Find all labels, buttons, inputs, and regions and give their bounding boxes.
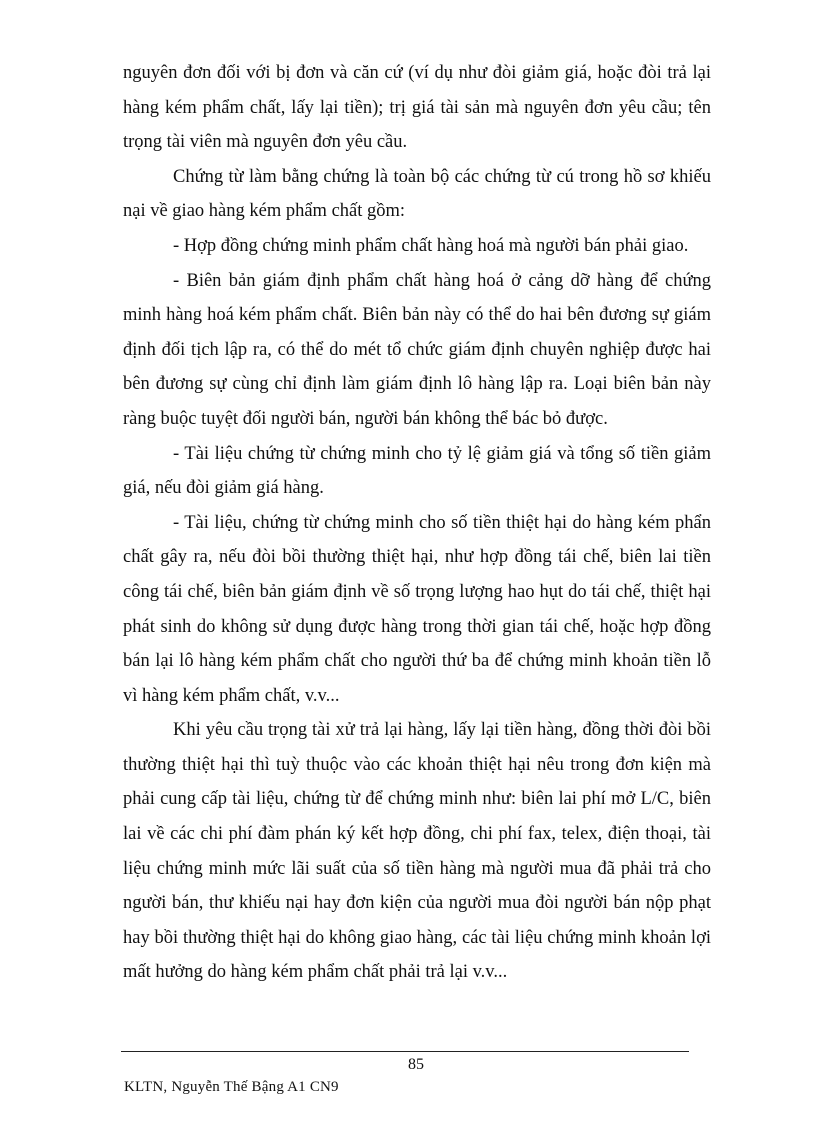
paragraph-5: - Tài liệu chứng từ chứng minh cho tỷ lệ giảm giá và tổng số tiền giảm giá, nếu đòi giảm giá hàng. [123, 443, 711, 499]
footer-note: KLTN, Nguyễn Thế Bậng A1 CN9 [124, 1079, 339, 1095]
footer-divider [121, 1051, 689, 1052]
body-text [123, 56, 711, 990]
paragraph-3: - Hợp đồng chứng minh phẩm chất hàng hoá mà người bán phải giao. [173, 235, 689, 256]
paragraph-1: nguyên đơn đối với bị đơn và căn cứ (ví dụ như đòi giảm giá, hoặc đòi trả lại hàng kém phẩm chất, lấy lại tiền); trị giá tài sản mà nguyên đơn yêu cầu; tên trọng tài viên mà nguyên đơn yêu cầu. [123, 63, 711, 153]
paragraph-2: Chứng từ làm bằng chứng là toàn bộ các chứng từ cú trong hồ sơ khiếu nại về giao hàng kém phẩm chất gồm: [123, 166, 711, 222]
paragraph-4: - Biên bản giám định phẩm chất hàng hoá ở cảng dỡ hàng để chứng minh hàng hoá kém phẩm chất. Biên bản này có thể do hai bên đương sự giám định đối tịch lập ra, có thể do mét tổ chức giám định chuyên nghiệp được hai bên đương sự cùng chỉ định làm giám định lô hàng lập ra. Loại biên bản này ràng buộc tuyệt đối người bán, người bán không thể bác bỏ được. [123, 270, 711, 429]
paragraph-7: Khi yêu cầu trọng tài xử trả lại hàng, lấy lại tiền hàng, đồng thời đòi bồi thường thiệt hại thì tuỳ thuộc vào các khoản thiệt hại nêu trong đơn kiện mà phải cung cấp tài liệu, chứng từ để chứng minh như: biên lai phí mở L/C, biên lai về các chi phí đàm phán ký kết hợp đồng, chi phí fax, telex, điện thoại, tài liệu chứng minh mức lãi suất của số tiền hàng mà người mua đã phải trả cho người bán, thư khiếu nại hay đơn kiện của người mua đòi người bán nộp phạt hay bồi thường thiệt hại do không giao hàng, các tài liệu chứng minh khoản lợi mất hưởng do hàng kém phẩm chất phải trả lại v.v... [123, 720, 711, 983]
page-number: 85 [408, 1056, 424, 1073]
paragraph-6: - Tài liệu, chứng từ chứng minh cho số tiền thiệt hại do hàng kém phẩn chất gây ra, nếu đòi bồi thường thiệt hại, như hợp đồng tái chế, biên lai tiền công tái chế, biên bản giám định về số trọng lượng hao hụt do tái chế, thiệt hại phát sinh do không sử dụng được hàng trong thời gian tái chế, hoặc hợp đồng bán lại lô hàng kém phẩm chất cho người thứ ba để chứng minh khoản tiền lỗ vì hàng kém phẩm chất, v.v... [123, 512, 711, 706]
